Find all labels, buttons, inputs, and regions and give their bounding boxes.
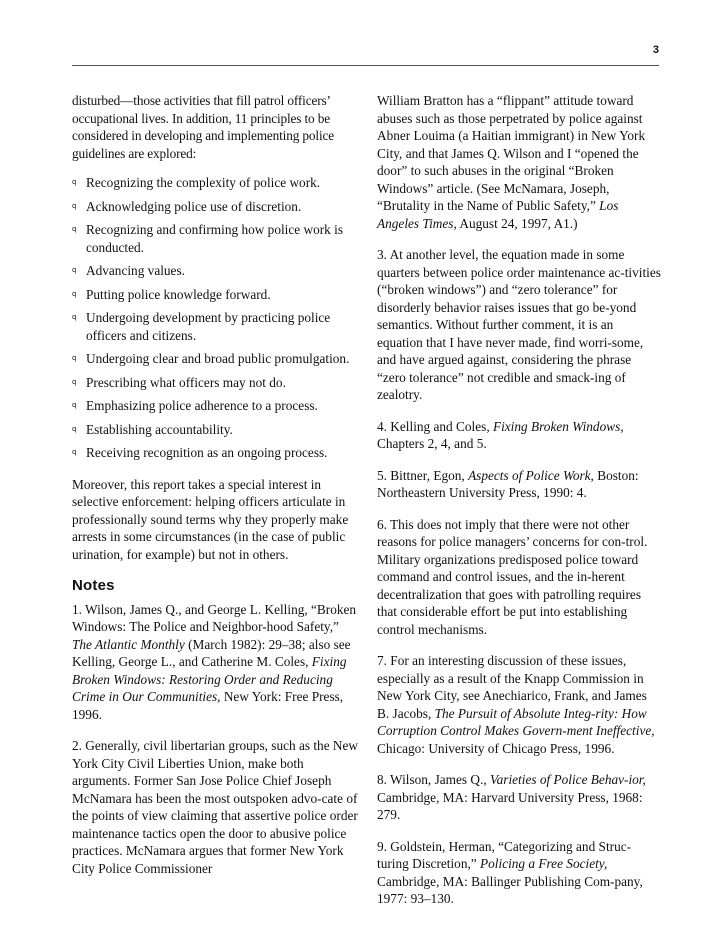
bullet-icon: q — [72, 448, 77, 456]
principle-item: q Receiving recognition as an ongoing process. — [72, 445, 328, 460]
note-2: 2. Generally, civil libertarian groups, such as the New York City Civil Liberties Union, make both arguments. Former San Jose Police Chief Joseph McNamara has been the most outspoken advo-cate of the points of view claiming that assertive police order maintenance tactics open the door to abusive police practices. McNamara argues that former New York City Police Commissioner — [72, 738, 359, 876]
note-8: 8. Wilson, James Q., Varieties of Police Behav-ior, Cambridge, MA: Harvard University Press, 1968: 279. — [377, 772, 646, 822]
note-5: 5. Bittner, Egon, Aspects of Police Work, Boston: Northeastern University Press, 1990: 4. — [377, 467, 639, 500]
bullet-icon: q — [72, 225, 77, 233]
principle-item: q Recognizing the complexity of police work. — [72, 175, 321, 190]
principle-item: q Emphasizing police adherence to a process. — [72, 398, 318, 413]
bullet-icon: q — [72, 289, 77, 298]
note-2-continued: William Bratton has a “flippant” attitude toward abuses such as those perpetrated by police against Abner Louima (a Haitian immigrant) in New York City, and that James Q. Wilson and I “opened the door” to such abuses in the original “Broken Windows” article. (See McNamara, Joseph, “Brutality in the Name of Public Safety,” Los Angeles Times, August 24, 1997, A1.) — [377, 93, 646, 231]
principle-item: q Putting police knowledge forward. — [72, 286, 271, 302]
left-column — [72, 92, 362, 877]
page-number: 3 — [652, 44, 659, 56]
bullet-icon: q — [72, 201, 77, 210]
bullet-icon: q — [72, 354, 77, 362]
notes-heading: Notes — [72, 577, 115, 594]
principle-item: q Undergoing development by practicing police officers and citizens. — [72, 310, 331, 343]
principle-item: q Recognizing and confirming how police work is conducted. — [72, 222, 344, 255]
note-1: 1. Wilson, James Q., and George L. Kelling, “Broken Windows: The Police and Neighbor-hood Safety,” The Atlantic Monthly (March 1982): 29–38; also see Kelling, George L., and Catherine M. Coles, Fixing Broken Windows: Restoring Order and Reducing Crime in Our Communities, New York: Free Press, 1996. — [72, 601, 357, 722]
principle-item: q Advancing values. — [72, 263, 185, 278]
note-6: 6. This does not imply that there were not other reasons for police managers’ concerns for con-trol. Military organizations predisposed police toward command and control issues, and the in-herent decentralization that goes with patrolling requires that considerable effort be put into establishing control mechanisms. — [377, 516, 648, 637]
principles-list — [72, 174, 362, 462]
note-4: 4. Kelling and Coles, Fixing Broken Windows, Chapters 2, 4, and 5. — [377, 418, 624, 451]
note-3: 3. At another level, the equation made in some quarters between police order maintenance ac-tivities (“broken windows”) and “zero tolerance” for disorderly behavior raises issues that go be-yond semantics. Without further comment, it is an equation that I have never made, find worri-some, and have argued against, considering the phrase “zero tolerance” not credible and smack-ing of zealotry. — [377, 247, 661, 402]
note-9: 9. Goldstein, Herman, “Categorizing and Struc-turing Discretion,” Policing a Free Society, Cambridge, MA: Ballinger Publishing Com-pany, 1977: 93–130. — [377, 838, 643, 906]
principle-item: q Acknowledging police use of discretion. — [72, 198, 302, 214]
intro-paragraph: disturbed—those activities that fill patrol officers’ occupational lives. In addition, 11 principles to be considered in developing and implementing police guidelines are explored: — [72, 93, 334, 161]
principle-item: q Establishing accountability. — [72, 421, 233, 437]
bullet-icon: q — [72, 313, 77, 321]
right-column — [377, 92, 662, 908]
bullet-icon: q — [72, 266, 77, 274]
note-7: 7. For an interesting discussion of these issues, especially as a result of the Knapp Commission in New York City, see Anechiarico, Frank, and James B. Jacobs, The Pursuit of Absolute Integ-rity: How Corruption Control Makes Govern-ment Ineffective, Chicago: University of Chicago Press, 1996. — [377, 653, 655, 756]
principle-item: q Undergoing clear and broad public promulgation. — [72, 351, 350, 366]
principle-item: q Prescribing what officers may not do. — [72, 374, 286, 390]
header-rule — [72, 65, 659, 66]
bullet-icon: q — [72, 377, 77, 386]
bullet-icon: q — [72, 401, 77, 409]
closing-paragraph: Moreover, this report takes a special interest in selective enforcement: helping officers articulate in professionally sound terms why they properly make arrests in some circumstances (in the case of public urination, for example) but not in others. — [72, 476, 349, 562]
bullet-icon: q — [72, 424, 77, 433]
bullet-icon: q — [72, 178, 77, 186]
